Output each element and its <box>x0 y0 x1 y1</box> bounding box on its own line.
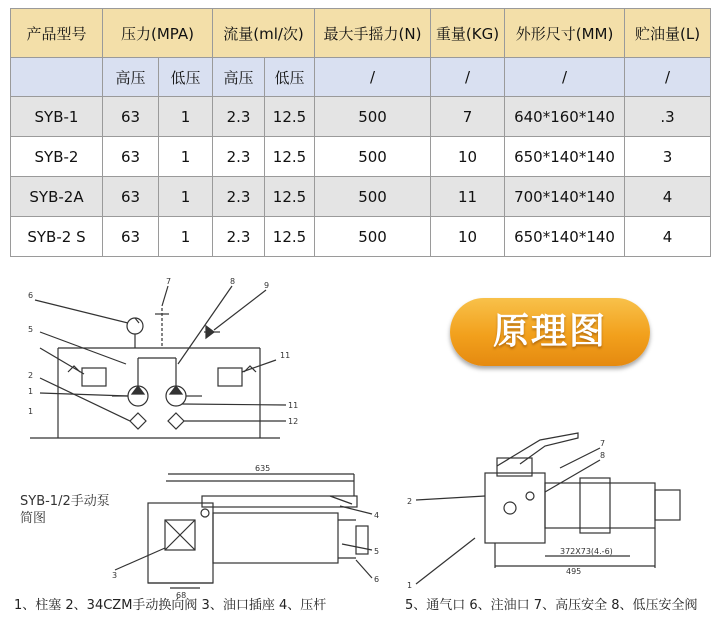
subheader-cell: 低压 <box>265 58 315 97</box>
table-cell: 10 <box>431 217 505 257</box>
subheader-cell: / <box>431 58 505 97</box>
svg-text:11: 11 <box>280 351 291 360</box>
subheader-cell: / <box>315 58 431 97</box>
table-cell: 12.5 <box>265 97 315 137</box>
diagram-caption <box>20 493 110 527</box>
svg-text:4: 4 <box>374 511 380 520</box>
table-cell: 1 <box>159 137 213 177</box>
table-cell: 12.5 <box>265 177 315 217</box>
header-pressure: 压力(MPA) <box>103 9 213 58</box>
table-row <box>11 97 711 137</box>
table-cell: 11 <box>431 177 505 217</box>
svg-text:495: 495 <box>566 567 582 576</box>
diagram-caption-line1: SYB-1/2手动泵 <box>20 494 110 509</box>
table-cell: 1 <box>159 177 213 217</box>
subheader-cell <box>11 58 103 97</box>
table-cell: SYB-2A <box>11 177 103 217</box>
subheader-cell: 低压 <box>159 58 213 97</box>
svg-text:68: 68 <box>176 591 187 600</box>
table-cell: 12.5 <box>265 217 315 257</box>
svg-text:1: 1 <box>28 387 34 396</box>
pump-drawing-left <box>115 474 372 588</box>
table-cell: 500 <box>315 217 431 257</box>
table-cell: 500 <box>315 137 431 177</box>
table-cell: 500 <box>315 177 431 217</box>
svg-text:2: 2 <box>28 371 34 380</box>
header-model: 产品型号 <box>11 9 103 58</box>
subheader-cell: / <box>625 58 711 97</box>
header-force: 最大手摇力(N) <box>315 9 431 58</box>
table-cell: 700*140*140 <box>505 177 625 217</box>
svg-text:8: 8 <box>230 277 236 286</box>
svg-text:5: 5 <box>28 325 34 334</box>
svg-text:1: 1 <box>28 407 34 416</box>
table-cell: 63 <box>103 137 159 177</box>
svg-text:3: 3 <box>112 571 118 580</box>
table-cell: 63 <box>103 177 159 217</box>
header-weight: 重量(KG) <box>431 9 505 58</box>
table-cell: 7 <box>431 97 505 137</box>
legend-left: 1、柱塞 2、34CZM手动换向阀 3、油口插座 4、压杆 <box>14 598 327 613</box>
table-cell: 1 <box>159 217 213 257</box>
svg-text:7: 7 <box>166 277 172 286</box>
svg-text:5: 5 <box>374 547 380 556</box>
svg-text:12: 12 <box>288 417 299 426</box>
table-cell: 650*140*140 <box>505 217 625 257</box>
table-header-row <box>11 9 711 58</box>
principle-diagram-tag <box>450 298 650 366</box>
table-cell: 2.3 <box>213 137 265 177</box>
table-cell: SYB-2 S <box>11 217 103 257</box>
diagram-caption-line2: 简图 <box>20 511 47 526</box>
table-cell: 2.3 <box>213 97 265 137</box>
table-cell: 63 <box>103 217 159 257</box>
spec-table <box>10 8 711 257</box>
table-row <box>11 177 711 217</box>
svg-text:1: 1 <box>407 581 413 590</box>
svg-text:6: 6 <box>28 291 34 300</box>
relief-valve-right <box>218 368 242 386</box>
relief-valve-left <box>82 368 106 386</box>
svg-text:635: 635 <box>255 464 271 473</box>
svg-text:8: 8 <box>600 451 606 460</box>
svg-text:2: 2 <box>407 497 413 506</box>
subheader-cell: 高压 <box>213 58 265 97</box>
table-cell: 2.3 <box>213 177 265 217</box>
table-cell: 650*140*140 <box>505 137 625 177</box>
table-cell: 10 <box>431 137 505 177</box>
principle-diagram-label: 原理图 <box>492 311 607 352</box>
pump-drawing-left-labels <box>112 464 379 600</box>
table-subheader-row <box>11 58 711 97</box>
svg-text:11: 11 <box>288 401 299 410</box>
svg-text:7: 7 <box>600 439 606 448</box>
pump-drawing-right <box>416 433 680 584</box>
table-cell: 63 <box>103 97 159 137</box>
subheader-cell: 高压 <box>103 58 159 97</box>
subheader-cell: / <box>505 58 625 97</box>
header-flow: 流量(ml/次) <box>213 9 315 58</box>
table-cell: SYB-2 <box>11 137 103 177</box>
table-cell: 12.5 <box>265 137 315 177</box>
table-cell: 4 <box>625 217 711 257</box>
table-cell: 2.3 <box>213 217 265 257</box>
table-cell: 4 <box>625 177 711 217</box>
gauge-symbol <box>127 318 143 334</box>
svg-text:6: 6 <box>374 575 380 584</box>
svg-text:372X73(4.-6): 372X73(4.-6) <box>560 547 613 556</box>
table-row <box>11 217 711 257</box>
diagram-area <box>0 268 720 640</box>
schematic-labels <box>28 277 298 426</box>
header-size: 外形尺寸(MM) <box>505 9 625 58</box>
table-cell: 3 <box>625 137 711 177</box>
hydraulic-schematic <box>30 286 286 438</box>
table-cell: SYB-1 <box>11 97 103 137</box>
table-cell: 640*160*140 <box>505 97 625 137</box>
table-row <box>11 137 711 177</box>
table-cell: .3 <box>625 97 711 137</box>
svg-text:9: 9 <box>264 281 270 290</box>
table-cell: 1 <box>159 97 213 137</box>
table-cell: 500 <box>315 97 431 137</box>
legend-right: 5、通气口 6、注油口 7、高压安全 8、低压安全阀 <box>405 598 698 613</box>
header-oil: 贮油量(L) <box>625 9 711 58</box>
